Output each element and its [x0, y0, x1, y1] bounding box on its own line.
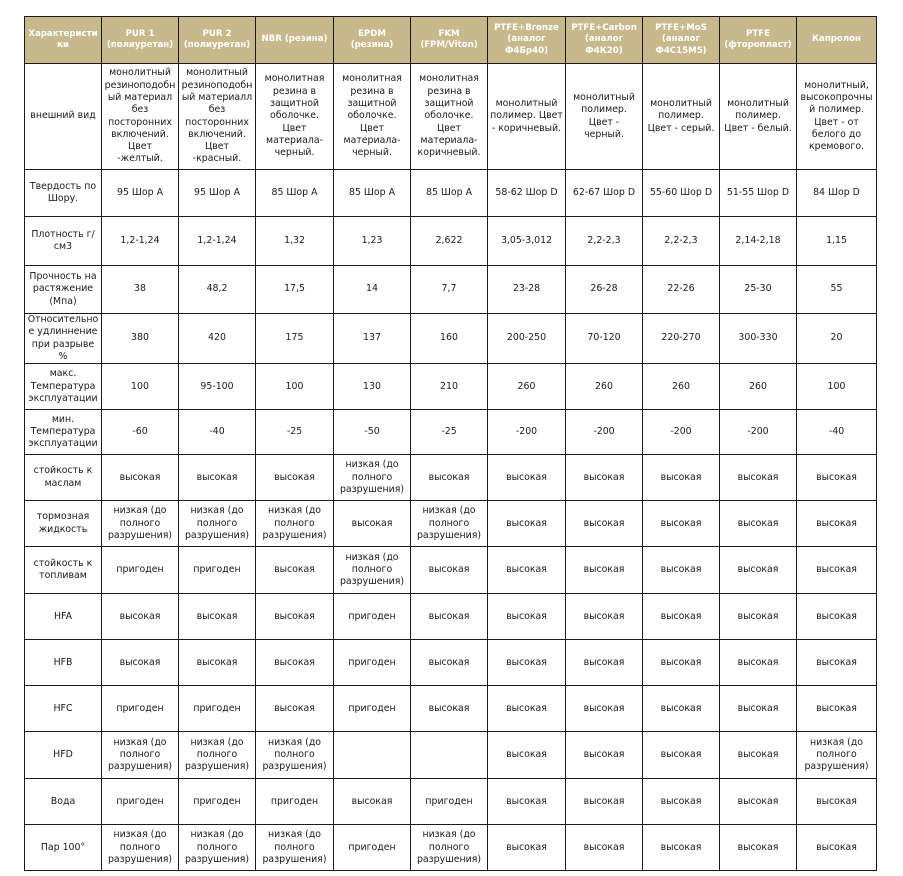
table-cell: пригоден — [102, 547, 179, 594]
header-cell: Капролон — [797, 17, 877, 64]
table-cell: 210 — [411, 364, 488, 410]
table-cell: 22-26 — [643, 266, 720, 314]
row-header-cell: HFB — [25, 640, 102, 686]
table-cell: высокая — [488, 686, 566, 732]
header-cell: NBR (резина) — [256, 17, 334, 64]
table-cell: монолитная резина в защитной оболочке. Цвет материала-черный. — [256, 64, 334, 170]
table-cell: 380 — [102, 314, 179, 364]
header-cell: EPDM (резина) — [334, 17, 411, 64]
table-cell: 2,2-2,3 — [566, 217, 643, 266]
table-cell: 1,15 — [797, 217, 877, 266]
table-cell: пригоден — [102, 779, 179, 825]
table-cell: высокая — [411, 640, 488, 686]
table-cell: 130 — [334, 364, 411, 410]
table-cell: низкая (до полного разрушения) — [102, 825, 179, 871]
table-cell: 55-60 Шор D — [643, 170, 720, 217]
table-cell: 2,2-2,3 — [643, 217, 720, 266]
table-cell: монолитный полимер. Цвет - черный. — [566, 64, 643, 170]
table-cell: -200 — [643, 410, 720, 455]
table-cell: высокая — [643, 594, 720, 640]
table-cell: высокая — [334, 779, 411, 825]
table-cell: высокая — [720, 501, 797, 547]
table-cell: 2,14-2,18 — [720, 217, 797, 266]
table-cell: 85 Шор А — [256, 170, 334, 217]
table-cell: высокая — [643, 547, 720, 594]
table-row — [25, 640, 877, 686]
table-cell: высокая — [720, 640, 797, 686]
table-row — [25, 779, 877, 825]
table-cell: монолитный, высокопрочный полимер. Цвет - от белого до кремового. — [797, 64, 877, 170]
row-header-cell: HFA — [25, 594, 102, 640]
table-cell: высокая — [488, 825, 566, 871]
table-cell: высокая — [643, 686, 720, 732]
table-row — [25, 825, 877, 871]
table-cell: -200 — [720, 410, 797, 455]
table-cell: высокая — [566, 686, 643, 732]
table-cell: высокая — [411, 455, 488, 501]
header-cell: PTFE+MoS (аналог Ф4С15М5) — [643, 17, 720, 64]
table-cell: низкая (до полного разрушения) — [102, 501, 179, 547]
table-cell: -25 — [256, 410, 334, 455]
table-cell: монолитная резина в защитной оболочке. Цвет материала-коричневый. — [411, 64, 488, 170]
table-cell: 70-120 — [566, 314, 643, 364]
table-cell: высокая — [720, 455, 797, 501]
table-cell: высокая — [720, 594, 797, 640]
header-cell: PTFE (фторопласт) — [720, 17, 797, 64]
table-cell: высокая — [566, 779, 643, 825]
table-row — [25, 170, 877, 217]
table-cell: пригоден — [179, 686, 256, 732]
table-cell: монолитный полимер. Цвет - белый. — [720, 64, 797, 170]
table-cell: -40 — [179, 410, 256, 455]
table-cell: 100 — [256, 364, 334, 410]
table-cell: -200 — [488, 410, 566, 455]
table-cell: 17,5 — [256, 266, 334, 314]
table-cell: 220-270 — [643, 314, 720, 364]
table-cell: 260 — [643, 364, 720, 410]
table-cell: 7,7 — [411, 266, 488, 314]
table-cell: высокая — [566, 594, 643, 640]
material-properties-table — [24, 16, 877, 871]
table-cell: -60 — [102, 410, 179, 455]
table-cell: низкая (до полного разрушения) — [256, 501, 334, 547]
table-cell: высокая — [643, 501, 720, 547]
table-cell: низкая (до полного разрушения) — [334, 547, 411, 594]
table-cell: пригоден — [334, 686, 411, 732]
table-cell: высокая — [102, 640, 179, 686]
row-header-cell: HFC — [25, 686, 102, 732]
row-header-cell: Твердость по Шору. — [25, 170, 102, 217]
table-cell: -200 — [566, 410, 643, 455]
table-cell: 100 — [797, 364, 877, 410]
row-header-cell: макс. Температура эксплуатации — [25, 364, 102, 410]
table-cell: -40 — [797, 410, 877, 455]
table-cell: монолитная резина в защитной оболочке. Цвет материала-черный. — [334, 64, 411, 170]
table-cell: низкая (до полного разрушения) — [179, 501, 256, 547]
table-cell: пригоден — [334, 640, 411, 686]
table-cell: высокая — [566, 825, 643, 871]
table-row — [25, 217, 877, 266]
header-cell: PUR 2 (полиуретан) — [179, 17, 256, 64]
table-cell: высокая — [566, 640, 643, 686]
table-cell: высокая — [797, 455, 877, 501]
table-cell: 420 — [179, 314, 256, 364]
table-cell: высокая — [488, 455, 566, 501]
table-cell: высокая — [720, 686, 797, 732]
table-cell: 95 Шор А — [179, 170, 256, 217]
table-cell: низкая (до полного разрушения) — [179, 825, 256, 871]
table-cell: высокая — [797, 594, 877, 640]
table-cell: высокая — [720, 779, 797, 825]
table-cell: высокая — [334, 501, 411, 547]
table-cell — [411, 732, 488, 779]
table-cell: низкая (до полного разрушения) — [411, 825, 488, 871]
table-row — [25, 501, 877, 547]
table-cell: 137 — [334, 314, 411, 364]
row-header-cell: HFD — [25, 732, 102, 779]
table-cell: монолитный резиноподобный материал без посторонних включений. Цвет -желтый. — [102, 64, 179, 170]
table-cell: 1,2-1,24 — [102, 217, 179, 266]
table-cell: монолитный полимер. Цвет - серый. — [643, 64, 720, 170]
table-cell: монолитный резиноподобный материалл без посторонних включений. Цвет -красный. — [179, 64, 256, 170]
table-cell: высокая — [797, 640, 877, 686]
table-cell: 23-28 — [488, 266, 566, 314]
table-cell: высокая — [643, 825, 720, 871]
table-row — [25, 594, 877, 640]
table-cell: 1,2-1,24 — [179, 217, 256, 266]
table-cell: 3,05-3,012 — [488, 217, 566, 266]
table-cell: высокая — [797, 825, 877, 871]
table-cell: высокая — [643, 455, 720, 501]
table-cell: высокая — [643, 732, 720, 779]
table-cell: высокая — [411, 547, 488, 594]
table-cell: монолитный полимер. Цвет - коричневый. — [488, 64, 566, 170]
table-cell: 25-30 — [720, 266, 797, 314]
table-cell: высокая — [102, 594, 179, 640]
table-cell: пригоден — [411, 779, 488, 825]
table-cell: 62-67 Шор D — [566, 170, 643, 217]
table-row — [25, 314, 877, 364]
table-cell: 14 — [334, 266, 411, 314]
table-row — [25, 410, 877, 455]
header-row — [25, 17, 877, 64]
table-cell: высокая — [566, 501, 643, 547]
table-cell: высокая — [179, 594, 256, 640]
table-cell: 175 — [256, 314, 334, 364]
row-header-cell: Прочность на растяжение (Мпа) — [25, 266, 102, 314]
table-cell: 85 Шор А — [334, 170, 411, 217]
header-cell: PUR 1 (полиуретан) — [102, 17, 179, 64]
table-cell: высокая — [488, 732, 566, 779]
row-header-cell: внешний вид — [25, 64, 102, 170]
table-cell: низкая (до полного разрушения) — [179, 732, 256, 779]
table-cell: 38 — [102, 266, 179, 314]
table-cell: пригоден — [334, 594, 411, 640]
table-cell: -50 — [334, 410, 411, 455]
table-cell: 1,32 — [256, 217, 334, 266]
table-cell: высокая — [179, 640, 256, 686]
table-cell: высокая — [566, 732, 643, 779]
header-cell: PTFE+Carbon (аналог Ф4К20) — [566, 17, 643, 64]
table-cell: 95 Шор А — [102, 170, 179, 217]
table-cell: высокая — [256, 594, 334, 640]
table-cell: высокая — [256, 686, 334, 732]
table-cell: 2,622 — [411, 217, 488, 266]
table-cell: высокая — [102, 455, 179, 501]
table-cell: пригоден — [179, 779, 256, 825]
table-cell: низкая (до полного разрушения) — [797, 732, 877, 779]
table-cell: высокая — [643, 640, 720, 686]
table-cell: высокая — [797, 686, 877, 732]
row-header-cell: Относительное удлиннение при разрыве % — [25, 314, 102, 364]
table-cell: 100 — [102, 364, 179, 410]
table-cell: высокая — [488, 594, 566, 640]
table-row — [25, 547, 877, 594]
row-header-cell: Пар 100° — [25, 825, 102, 871]
table-cell: высокая — [566, 455, 643, 501]
table-row — [25, 732, 877, 779]
table-cell: высокая — [411, 686, 488, 732]
table-cell: низкая (до полного разрушения) — [102, 732, 179, 779]
table-cell: высокая — [720, 825, 797, 871]
table-cell: 300-330 — [720, 314, 797, 364]
table-cell: -25 — [411, 410, 488, 455]
table-cell: высокая — [256, 640, 334, 686]
table-cell: высокая — [488, 547, 566, 594]
table-row — [25, 364, 877, 410]
table-cell: 84 Шор D — [797, 170, 877, 217]
table-row — [25, 64, 877, 170]
table-cell: высокая — [488, 779, 566, 825]
table-cell: высокая — [179, 455, 256, 501]
table-cell: высокая — [797, 547, 877, 594]
table-cell: 26-28 — [566, 266, 643, 314]
table-row — [25, 266, 877, 314]
row-header-cell: мин. Температура эксплуатации — [25, 410, 102, 455]
table-cell: 260 — [488, 364, 566, 410]
table-cell: высокая — [720, 547, 797, 594]
table-cell — [334, 732, 411, 779]
table-cell: 55 — [797, 266, 877, 314]
table-cell: низкая (до полного разрушения) — [334, 455, 411, 501]
row-header-cell: Вода — [25, 779, 102, 825]
table-cell: высокая — [256, 547, 334, 594]
table-cell: высокая — [488, 501, 566, 547]
table-cell: низкая (до полного разрушения) — [256, 732, 334, 779]
row-header-cell: тормозная жидкость — [25, 501, 102, 547]
row-header-cell: стойкость к маслам — [25, 455, 102, 501]
header-cell: Характеристики — [25, 17, 102, 64]
table-cell: высокая — [643, 779, 720, 825]
table-cell: 260 — [566, 364, 643, 410]
table-cell: 1,23 — [334, 217, 411, 266]
header-cell: PTFE+Bronze (аналог Ф4Бр40) — [488, 17, 566, 64]
table-cell: высокая — [488, 640, 566, 686]
table-cell: пригоден — [256, 779, 334, 825]
table-cell: высокая — [256, 455, 334, 501]
row-header-cell: стойкость к топливам — [25, 547, 102, 594]
table-row — [25, 455, 877, 501]
table-cell: высокая — [797, 501, 877, 547]
table-cell: 85 Шор А — [411, 170, 488, 217]
header-cell: FKM (FPM/Viton) — [411, 17, 488, 64]
table-cell: 200-250 — [488, 314, 566, 364]
table-cell: 48,2 — [179, 266, 256, 314]
table-cell: 95-100 — [179, 364, 256, 410]
table-cell: 51-55 Шор D — [720, 170, 797, 217]
table-cell: 260 — [720, 364, 797, 410]
table-cell: 160 — [411, 314, 488, 364]
table-row — [25, 686, 877, 732]
table-cell: низкая (до полного разрушения) — [256, 825, 334, 871]
table-cell: 58-62 Шор D — [488, 170, 566, 217]
table-cell: 20 — [797, 314, 877, 364]
table-cell: низкая (до полного разрушения) — [411, 501, 488, 547]
table-cell: высокая — [797, 779, 877, 825]
table-cell: пригоден — [102, 686, 179, 732]
table-cell: высокая — [411, 594, 488, 640]
table-cell: высокая — [566, 547, 643, 594]
table-cell: высокая — [720, 732, 797, 779]
row-header-cell: Плотность г/см3 — [25, 217, 102, 266]
table-cell: пригоден — [334, 825, 411, 871]
table-cell: пригоден — [179, 547, 256, 594]
